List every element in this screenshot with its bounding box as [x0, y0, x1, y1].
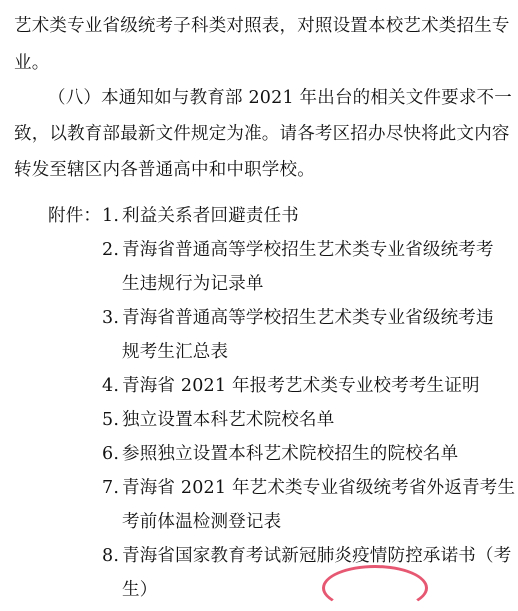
attachment-3-number: 3. — [102, 308, 120, 328]
attachment-1-number: 1. — [102, 206, 120, 226]
attachment-2-number: 2. — [102, 240, 120, 260]
attachment-6-title-line-1: 参照独立设置本科艺术院校招生的院校名单 — [122, 444, 459, 464]
attachment-4-number: 4. — [102, 376, 120, 396]
official-seal — [322, 565, 428, 611]
attachment-5-title-line-1: 独立设置本科艺术院校名单 — [122, 410, 335, 430]
body-line-5: 转发至辖区内各普通高中和中职学校。 — [14, 160, 315, 180]
attachment-7-title-line-2: 考前体温检测登记表 — [122, 512, 282, 532]
attachment-4-title-line-1: 青海省 2021 年报考艺术类专业校考考生证明 — [122, 376, 480, 396]
body-line-2: 业。 — [14, 53, 50, 73]
attachment-8-title-line-2: 生） — [122, 580, 158, 600]
body-line-1: 艺术类专业省级统考子科类对照表，对照设置本校艺术类招生专 — [14, 16, 510, 36]
attachment-3-title-line-1: 青海省普通高等学校招生艺术类专业省级统考违 — [122, 308, 494, 328]
attachment-6-number: 6. — [102, 444, 120, 464]
attachment-2-title-line-2: 生违规行为记录单 — [122, 274, 264, 294]
attachment-8-title-line-1: 青海省国家教育考试新冠肺炎疫情防控承诺书（考 — [122, 546, 512, 566]
attachment-1-title-line-1: 利益关系者回避责任书 — [122, 206, 299, 226]
body-line-3: （八）本通知如与教育部 2021 年出台的相关文件要求不一 — [48, 88, 512, 108]
attachment-5-number: 5. — [102, 410, 120, 430]
attachment-3-title-line-2: 规考生汇总表 — [122, 342, 229, 362]
attachment-7-title-line-1: 青海省 2021 年艺术类专业省级统考省外返青考生 — [122, 478, 516, 498]
body-line-4: 致，以教育部最新文件规定为准。请各考区招办尽快将此文内容 — [14, 124, 510, 144]
attachment-8-number: 8. — [102, 546, 120, 566]
attachments-label: 附件： — [48, 206, 102, 226]
attachment-2-title-line-1: 青海省普通高等学校招生艺术类专业省级统考考 — [122, 240, 494, 260]
attachment-7-number: 7. — [102, 478, 120, 498]
